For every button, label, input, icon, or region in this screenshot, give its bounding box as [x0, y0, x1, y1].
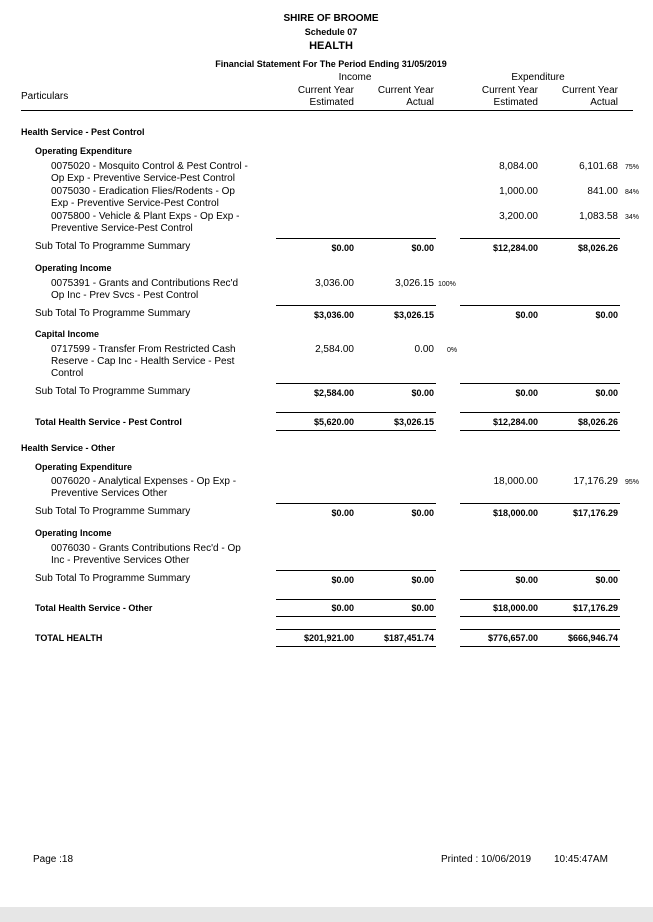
section-title-other: Health Service - Other	[21, 443, 116, 453]
grand-total-income-actual: $187,451.74	[383, 633, 434, 643]
header-rule	[21, 110, 633, 111]
grand-total-rule-expenditure-bottom	[460, 646, 620, 647]
expenditure-header: Expenditure	[511, 72, 565, 83]
subtotal-income-actual: $0.00	[411, 575, 434, 585]
total-rule-income-bottom	[276, 430, 436, 431]
subtotal-income-actual: $0.00	[411, 243, 434, 253]
statement-subtitle: Financial Statement For The Period Ending 31/05/2019	[215, 59, 447, 69]
line-item-desc: Preventive Services Other	[51, 488, 168, 499]
total-income-estimated: $5,620.00	[313, 417, 354, 427]
subtotal-rule-income	[276, 305, 436, 306]
subtotal-income-actual: $0.00	[411, 508, 434, 518]
subtotal-expenditure-estimated: $18,000.00	[492, 508, 538, 518]
page-number: Page :18	[33, 854, 74, 865]
subtotal-rule-income	[276, 383, 436, 384]
line-item-desc: Op Inc - Prev Svcs - Pest Control	[51, 290, 199, 301]
total-rule-expenditure-bottom	[460, 616, 620, 617]
percentage-value: 75%	[625, 164, 640, 171]
total-label: Total Health Service - Pest Control	[35, 417, 182, 427]
percentage-value: 84%	[625, 189, 640, 196]
subtotal-rule-expenditure	[460, 570, 620, 571]
printed-date: Printed : 10/06/2019	[441, 854, 532, 865]
expenditure-actual-value: 6,101.68	[579, 161, 618, 172]
page-title: HEALTH	[309, 40, 353, 52]
subtotal-expenditure-actual: $8,026.26	[577, 243, 618, 253]
total-rule-income-top	[276, 412, 436, 413]
grand-total-rule-income-bottom	[276, 646, 436, 647]
expenditure-estimated-value: 18,000.00	[493, 476, 538, 487]
percentage-value: 100%	[438, 281, 456, 288]
printed-time: 10:45:47AM	[554, 854, 608, 865]
subtotal-label: Sub Total To Programme Summary	[35, 386, 191, 397]
expenditure-actual-value: 841.00	[587, 186, 618, 197]
total-income-estimated: $0.00	[331, 603, 354, 613]
income-actual-header-l1: Current Year	[377, 85, 434, 96]
subtotal-expenditure-actual: $0.00	[595, 388, 618, 398]
subtotal-expenditure-actual: $0.00	[595, 310, 618, 320]
subtotal-expenditure-estimated: $0.00	[515, 388, 538, 398]
total-income-actual: $3,026.15	[393, 417, 434, 427]
subtotal-expenditure-estimated: $0.00	[515, 310, 538, 320]
line-item-desc: 0076030 - Grants Contributions Rec'd - Op	[51, 543, 241, 554]
grand-total-label: TOTAL HEALTH	[35, 633, 103, 643]
section-title-pest-control: Health Service - Pest Control	[21, 127, 145, 137]
subtotal-expenditure-estimated: $12,284.00	[492, 243, 538, 253]
expenditure-estimated-value: 8,084.00	[499, 161, 538, 172]
grand-total-rule-income-top	[276, 629, 436, 630]
total-rule-expenditure-top	[460, 599, 620, 600]
subtotal-rule-income	[276, 503, 436, 504]
expenditure-estimated-header-l2: Estimated	[493, 97, 538, 108]
total-expenditure-actual: $8,026.26	[577, 417, 618, 427]
income-header: Income	[338, 72, 372, 83]
subtotal-label: Sub Total To Programme Summary	[35, 241, 191, 252]
line-item-desc: Inc - Preventive Services Other	[51, 555, 190, 566]
income-estimated-value: 2,584.00	[315, 344, 354, 355]
income-actual-value: 3,026.15	[395, 278, 434, 289]
subtotal-label: Sub Total To Programme Summary	[35, 573, 191, 584]
total-income-actual: $0.00	[411, 603, 434, 613]
subtotal-rule-expenditure	[460, 383, 620, 384]
subtotal-label: Sub Total To Programme Summary	[35, 308, 191, 319]
line-item-desc: Reserve - Cap Inc - Health Service - Pest	[51, 356, 235, 367]
line-item-desc: Control	[51, 368, 84, 379]
total-rule-expenditure-bottom	[460, 430, 620, 431]
group-heading-operating-expenditure: Operating Expenditure	[35, 462, 133, 472]
subtotal-label: Sub Total To Programme Summary	[35, 506, 191, 517]
grand-total-rule-expenditure-top	[460, 629, 620, 630]
income-actual-header-l2: Actual	[406, 97, 434, 108]
expenditure-actual-value: 1,083.58	[579, 211, 618, 222]
subtotal-rule-expenditure	[460, 238, 620, 239]
total-expenditure-estimated: $18,000.00	[492, 603, 538, 613]
grand-total-expenditure-actual: $666,946.74	[567, 633, 618, 643]
line-item-desc: Op Exp - Preventive Service-Pest Control	[51, 173, 235, 184]
subtotal-rule-income	[276, 238, 436, 239]
income-estimated-header-l1: Current Year	[297, 85, 354, 96]
subtotal-income-estimated: $0.00	[331, 508, 354, 518]
expenditure-actual-value: 17,176.29	[573, 476, 618, 487]
subtotal-income-actual: $3,026.15	[393, 310, 434, 320]
income-estimated-value: 3,036.00	[315, 278, 354, 289]
subtotal-expenditure-actual: $17,176.29	[572, 508, 618, 518]
line-item-desc: 0717599 - Transfer From Restricted Cash	[51, 344, 236, 355]
total-expenditure-estimated: $12,284.00	[492, 417, 538, 427]
subtotal-income-estimated: $2,584.00	[313, 388, 354, 398]
expenditure-actual-header-l2: Actual	[590, 97, 618, 108]
subtotal-rule-income	[276, 570, 436, 571]
line-item-desc: Exp - Preventive Service-Pest Control	[51, 198, 219, 209]
total-rule-expenditure-top	[460, 412, 620, 413]
line-item-desc: 0076020 - Analytical Expenses - Op Exp -	[51, 476, 237, 487]
grand-total-income-estimated: $201,921.00	[303, 633, 354, 643]
subtotal-rule-expenditure	[460, 305, 620, 306]
grand-total-expenditure-estimated: $776,657.00	[487, 633, 538, 643]
income-actual-value: 0.00	[414, 344, 434, 355]
line-item-desc: 0075030 - Eradication Flies/Rodents - Op	[51, 186, 235, 197]
expenditure-estimated-value: 3,200.00	[499, 211, 538, 222]
org-name: SHIRE OF BROOME	[283, 13, 379, 24]
group-heading-operating-expenditure: Operating Expenditure	[35, 146, 133, 156]
particulars-header: Particulars	[21, 91, 69, 102]
total-expenditure-actual: $17,176.29	[572, 603, 618, 613]
line-item-desc: 0075800 - Vehicle & Plant Exps - Op Exp -	[51, 211, 240, 222]
expenditure-estimated-header-l1: Current Year	[481, 85, 538, 96]
subtotal-income-estimated: $0.00	[331, 243, 354, 253]
total-label: Total Health Service - Other	[35, 603, 153, 613]
page-bottom-edge	[0, 907, 653, 922]
line-item-desc: Preventive Service-Pest Control	[51, 223, 193, 234]
subtotal-rule-expenditure	[460, 503, 620, 504]
subtotal-income-actual: $0.00	[411, 388, 434, 398]
percentage-value: 0%	[447, 347, 458, 354]
line-item-desc: 0075020 - Mosquito Control & Pest Control -	[51, 161, 248, 172]
subtotal-expenditure-estimated: $0.00	[515, 575, 538, 585]
total-rule-income-bottom	[276, 616, 436, 617]
schedule-label: Schedule 07	[304, 27, 358, 37]
expenditure-estimated-value: 1,000.00	[499, 186, 538, 197]
group-heading-operating-income: Operating Income	[35, 528, 112, 538]
income-estimated-header-l2: Estimated	[309, 97, 354, 108]
percentage-value: 95%	[625, 479, 640, 486]
line-item-desc: 0075391 - Grants and Contributions Rec'd	[51, 278, 239, 289]
subtotal-income-estimated: $3,036.00	[313, 310, 354, 320]
subtotal-income-estimated: $0.00	[331, 575, 354, 585]
group-heading-operating-income: Operating Income	[35, 263, 112, 273]
expenditure-actual-header-l1: Current Year	[561, 85, 618, 96]
group-heading-capital-income: Capital Income	[35, 329, 100, 339]
total-rule-income-top	[276, 599, 436, 600]
percentage-value: 34%	[625, 214, 640, 221]
subtotal-expenditure-actual: $0.00	[595, 575, 618, 585]
